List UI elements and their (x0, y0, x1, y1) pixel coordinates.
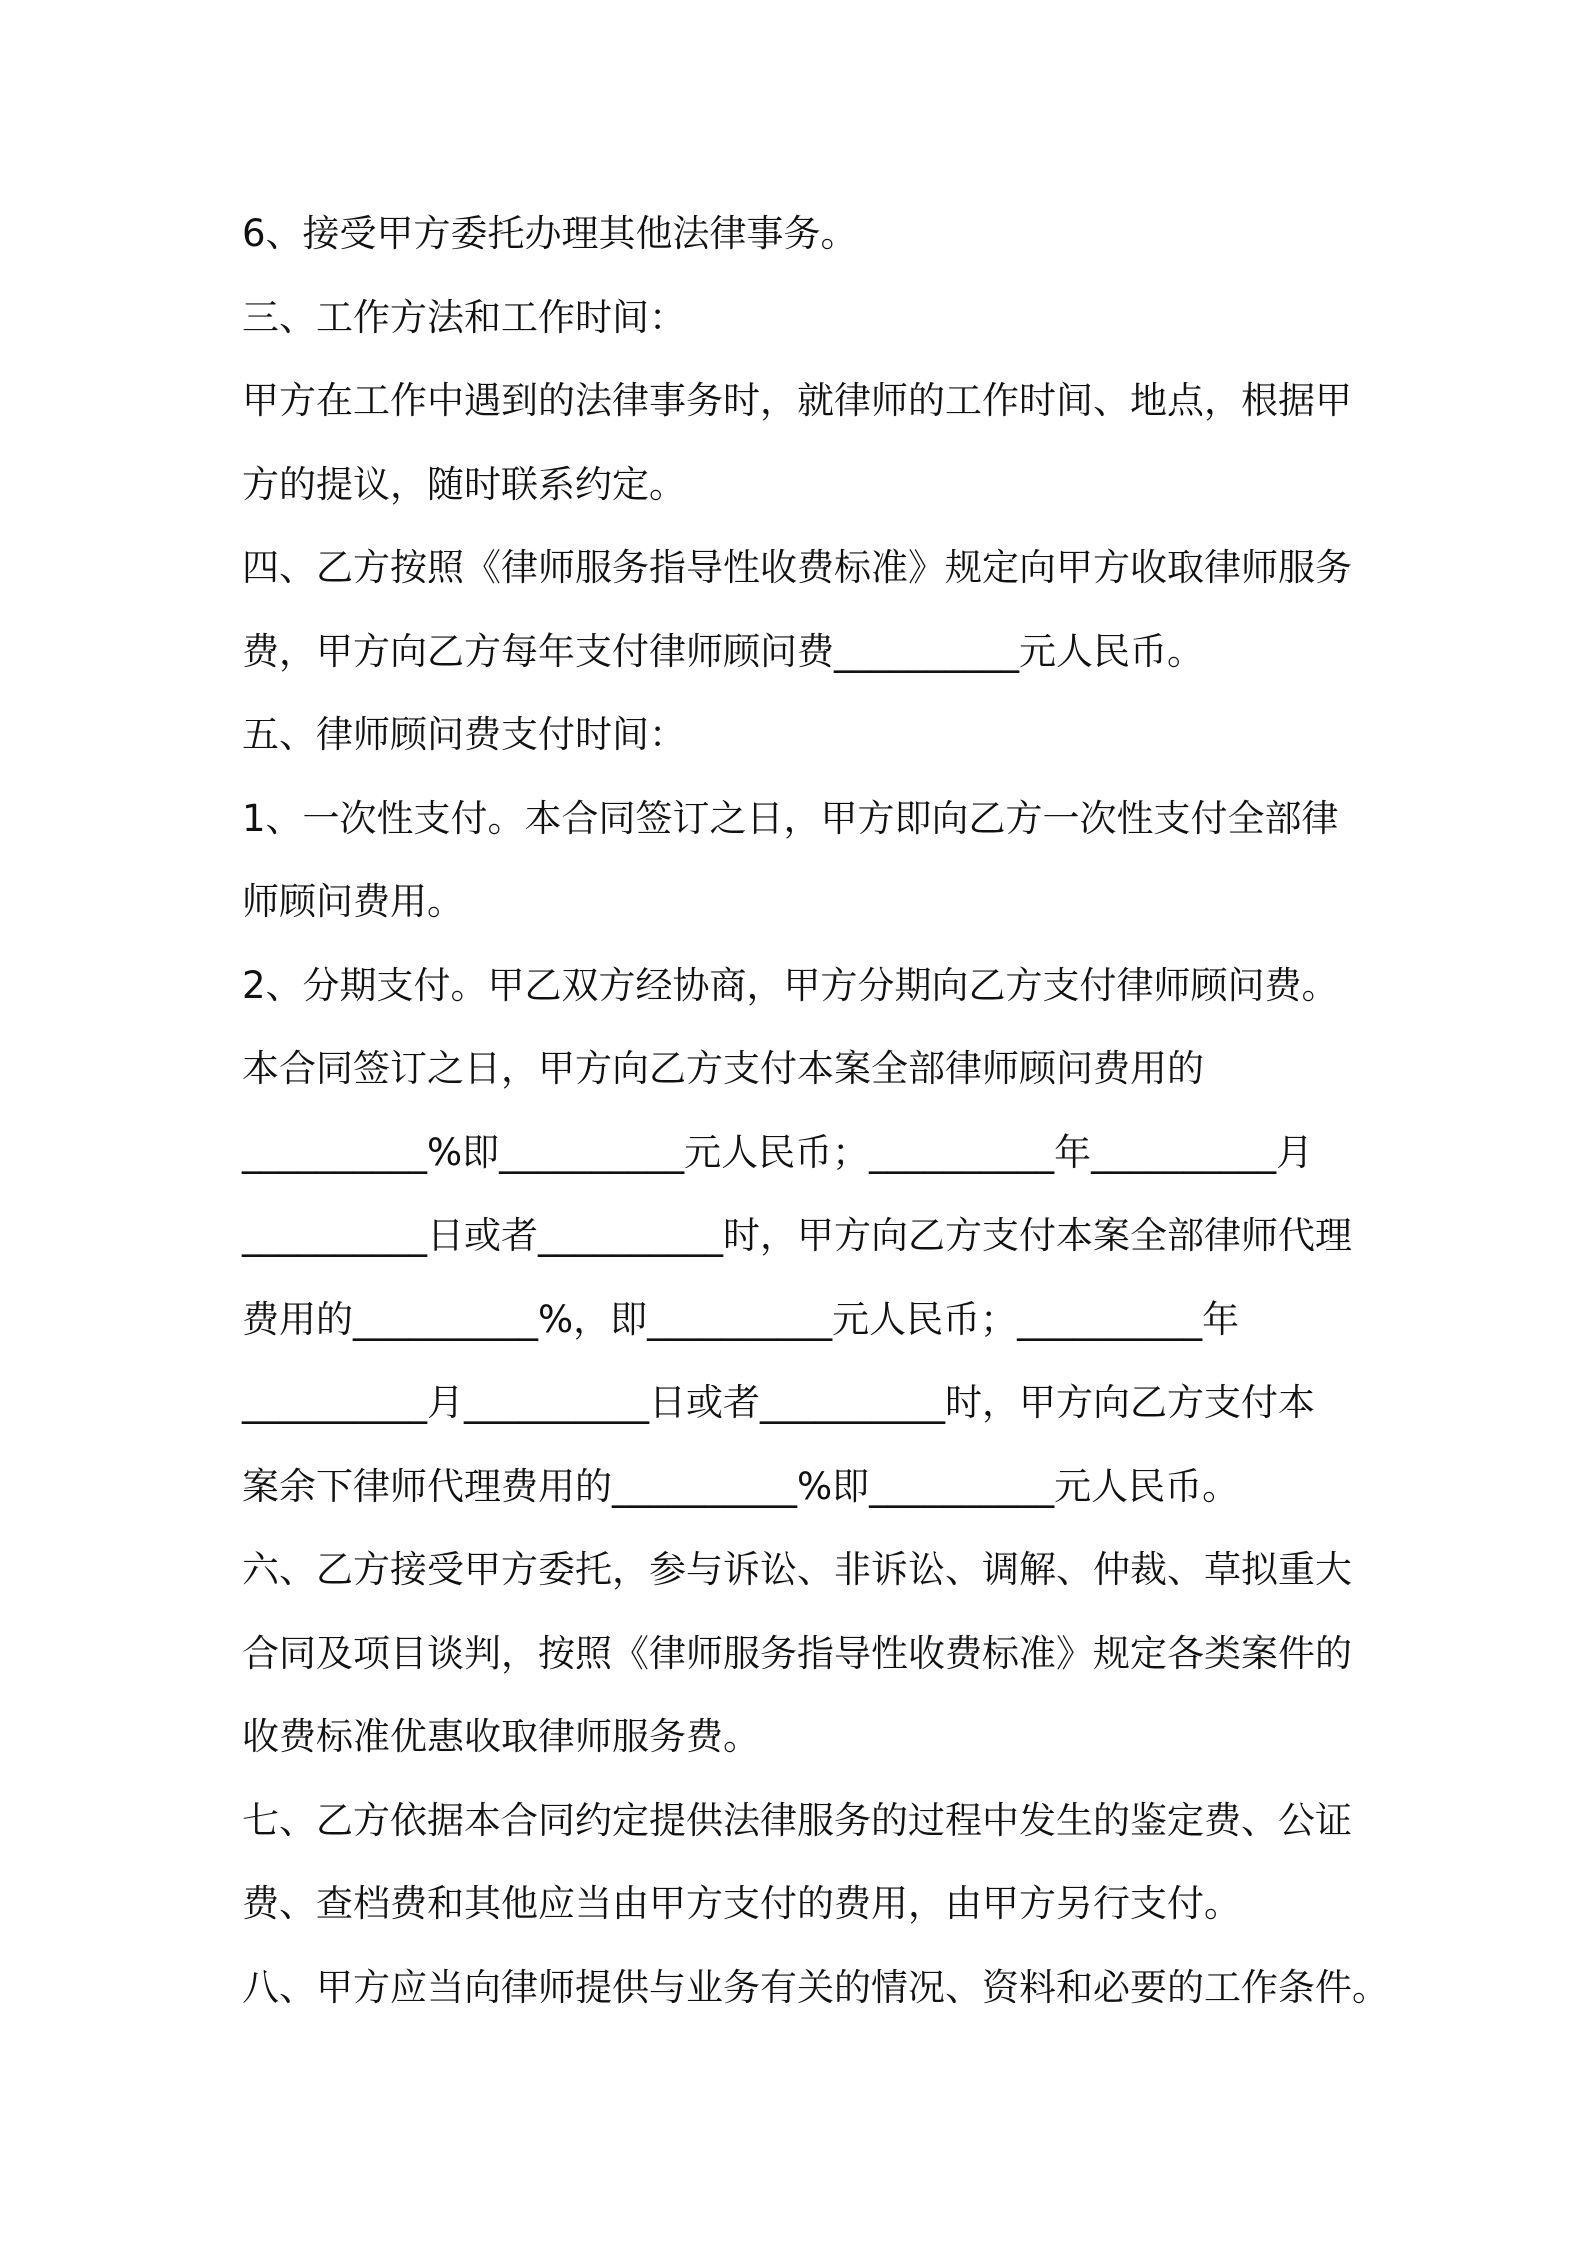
text-line: 七、乙方依据本合同约定提供法律服务的过程中发生的鉴定费、公证 (242, 1798, 1352, 1842)
contract-body (242, 192, 1389, 2029)
text-line: __________日或者__________时，甲方向乙方支付本案全部律师代理 (242, 1214, 1352, 1257)
section-heading: 五、律师顾问费支付时间： (242, 713, 686, 756)
text-line: 1、一次性支付。本合同签订之日，甲方即向乙方一次性支付全部律 (242, 796, 1339, 840)
text-line: 四、乙方按照《律师服务指导性收费标准》规定向甲方收取律师服务 (242, 546, 1352, 589)
text-line: 方的提议，随时联系约定。 (242, 462, 686, 506)
text-line: 本合同签订之日，甲方向乙方支付本案全部律师顾问费用的 (242, 1047, 1204, 1090)
text-line: __________月__________日或者__________时，甲方向乙方支付本 (242, 1381, 1315, 1424)
text-line: 2、分期支付。甲乙双方经协商，甲方分期向乙方支付律师顾问费。 (242, 963, 1339, 1007)
text-line: 收费标准优惠收取律师服务费。 (242, 1715, 760, 1758)
text-line: 案余下律师代理费用的__________%即__________元人民币。 (242, 1464, 1240, 1508)
text-line: 八、甲方应当向律师提供与业务有关的情况、资料和必要的工作条件。 (242, 1965, 1389, 2009)
text-line: 六、乙方接受甲方委托，参与诉讼、非诉讼、调解、仲裁、草拟重大 (242, 1548, 1352, 1591)
text-line: 甲方在工作中遇到的法律事务时，就律师的工作时间、地点，根据甲 (242, 379, 1352, 422)
text-line: 合同及项目谈判，按照《律师服务指导性收费标准》规定各类案件的 (242, 1631, 1352, 1675)
text-line: 师顾问费用。 (242, 880, 464, 923)
text-line: __________%即__________元人民币；__________年__________月 (242, 1130, 1314, 1174)
section-heading: 三、工作方法和工作时间： (242, 295, 686, 339)
text-line: 费用的__________%，即__________元人民币；__________年 (242, 1297, 1240, 1341)
text-line: 费，甲方向乙方每年支付律师顾问费__________元人民币。 (242, 629, 1204, 673)
text-line: 费、查档费和其他应当由甲方支付的费用，由甲方另行支付。 (242, 1882, 1241, 1925)
text-line: 6、接受甲方委托办理其他法律事务。 (242, 212, 858, 255)
